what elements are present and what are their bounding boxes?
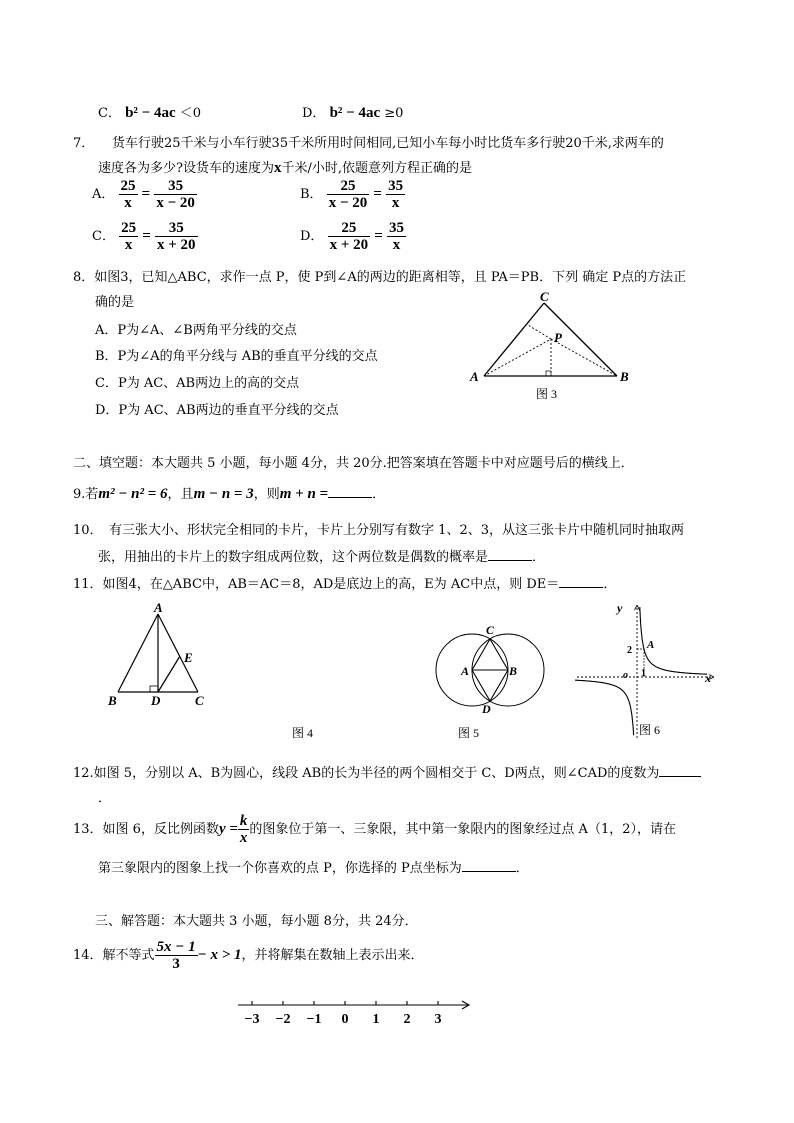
- q9-equation-3: m + n =: [279, 486, 329, 502]
- q7-option-d: D． $\frac{25}{x + 20}$ = $\frac{35}{x}$: [300, 220, 404, 253]
- denominator: x: [391, 195, 400, 211]
- q7-line2-text: 速度各为多少?设货车的速度为: [98, 161, 274, 176]
- answer-blank[interactable]: [328, 497, 372, 498]
- q11-text: 11．如图4，在△ABC中，AB＝AC＝8，AD是底边上的高，E为 AC中点，则 DE＝: [73, 577, 560, 592]
- q6-option-d: [302, 102, 403, 122]
- denominator: x: [239, 830, 248, 846]
- section-3-heading: 三、解答题：本大题共 3 小题，每小题 8分，共 24分．: [95, 914, 418, 929]
- option-expression: b² − 4ac: [125, 105, 176, 121]
- option-label: D．: [300, 229, 324, 244]
- figure-3: [464, 290, 644, 402]
- denominator: x − 20: [156, 195, 195, 211]
- option-label: C．: [92, 229, 115, 244]
- number-line: [232, 995, 477, 1030]
- perp-to-ac: [528, 325, 551, 339]
- label-c: C: [540, 290, 549, 304]
- tick-label: 0: [341, 1012, 349, 1027]
- answer-blank[interactable]: [659, 776, 701, 777]
- fraction-left: [328, 220, 371, 253]
- q9-prefix: 9.若: [73, 487, 99, 502]
- segment-bd: [490, 670, 508, 701]
- fraction-right: [154, 178, 197, 211]
- denominator: x: [124, 195, 132, 211]
- numerator: 35: [388, 178, 404, 194]
- answer-blank[interactable]: [462, 871, 516, 872]
- q8-option-a: A．P为∠A、∠B两角平分线的交点: [95, 323, 297, 338]
- q14-fraction: [155, 939, 198, 972]
- segment-de: [158, 656, 180, 692]
- q12-line2: ．: [98, 791, 112, 806]
- q7-variable: x: [273, 160, 282, 176]
- q9-equation-2: m − n = 3: [193, 486, 254, 502]
- q12-text: 12.如图 5，分别以 A、B为圆心，线段 AB的长为半径的两个圆相交于 C、D两点，则∠CAD的度数为: [73, 766, 660, 781]
- caption: 图 5: [458, 726, 480, 740]
- denominator: 3: [172, 956, 180, 972]
- q8-option-b: B．P为∠A的角平分线与 AB的垂直平分线的交点: [95, 349, 378, 364]
- q8-line2: 确的是: [95, 295, 135, 310]
- q7-line2-text-end: 千米/小时,依题意列方程正确的是: [281, 161, 472, 176]
- q10-line1: 10． 有三张大小、形状完全相同的卡片，卡片上分别写有数字 1、2、3，从这三张卡片中随机同时抽取两: [73, 523, 684, 538]
- fraction-right: [386, 178, 405, 211]
- q7-option-b: B． $\frac{25}{x - 20}$ = $\frac{35}{x}$: [300, 178, 404, 211]
- numerator: 35: [388, 220, 404, 236]
- caption: 图 6: [639, 723, 661, 737]
- q13-eq-lhs: y =: [218, 821, 238, 837]
- denominator: x + 20: [329, 237, 369, 253]
- label-c: C: [195, 693, 204, 708]
- denominator: x: [392, 237, 401, 253]
- answer-blank[interactable]: [559, 587, 603, 588]
- tick-2: 2: [627, 645, 632, 656]
- q8-option-c: C．P为 AC、AB两边上的高的交点: [95, 376, 300, 391]
- q11-suffix: ．: [603, 577, 617, 592]
- numerator: 25: [120, 178, 136, 194]
- tick-label: −2: [275, 1012, 291, 1027]
- side-ac: [484, 303, 544, 376]
- label-e: E: [184, 650, 193, 665]
- tick-label: −1: [306, 1012, 322, 1027]
- segment-ad: [472, 670, 490, 701]
- fraction-left: [327, 178, 370, 211]
- figure-5: [425, 620, 555, 745]
- label-a: A: [461, 664, 470, 678]
- q7-option-c: C． $\frac{25}{x}$ = $\frac{35}{x + 20}$: [92, 220, 196, 253]
- numerator: 25: [327, 178, 370, 195]
- curve-quadrant-3: [575, 680, 634, 736]
- q14-suffix: ，并将解集在数轴上表示出来．: [241, 948, 424, 963]
- q9: [73, 485, 385, 504]
- numerator: 25: [328, 220, 371, 237]
- q9-mid: ，且: [167, 487, 194, 502]
- q7-option-a: A． $\frac{25}{x}$ = $\frac{35}{x - 20}$: [92, 178, 195, 211]
- option-label: B．: [300, 187, 323, 202]
- segment-ac: [472, 639, 490, 670]
- fraction-right: [387, 220, 406, 253]
- numerator: 35: [154, 178, 197, 195]
- label-origin: o: [623, 670, 628, 681]
- line-ap: [484, 339, 551, 376]
- option-relation: ≥0: [384, 106, 404, 121]
- q8-option-d: D．P为 AC、AB两边的垂直平分线的交点: [95, 403, 339, 418]
- section-2-heading: 二、填空题：本大题共 5 小题，每小题 4分，共 20分.把答案填在答题卡中对应题号后的横线上．: [73, 456, 634, 471]
- tick-label: −3: [244, 1012, 260, 1027]
- figure-4: [100, 600, 330, 745]
- option-relation: ＜0: [179, 106, 202, 121]
- option-label: A．: [92, 187, 115, 202]
- label-b: B: [620, 369, 629, 384]
- option-label: D．: [302, 106, 326, 121]
- q12: [73, 765, 701, 783]
- q13-line1: [73, 812, 676, 846]
- label-y: y: [617, 601, 623, 615]
- tick-1: 1: [641, 668, 646, 679]
- q13-fraction: [238, 813, 250, 846]
- label-p: P: [554, 330, 562, 345]
- tick-label: 2: [403, 1012, 411, 1027]
- label-a: A: [470, 369, 479, 384]
- label-b: B: [108, 693, 117, 708]
- label-a: A: [647, 639, 655, 651]
- q14: [73, 937, 424, 973]
- denominator: x + 20: [156, 237, 196, 253]
- tick-label: 1: [372, 1012, 380, 1027]
- answer-blank[interactable]: [488, 560, 532, 561]
- q9-suffix: ．: [372, 487, 386, 502]
- denominator: x − 20: [328, 195, 368, 211]
- q13-suffix: ．: [515, 861, 529, 876]
- label-c: C: [486, 623, 495, 637]
- label-d: D: [482, 702, 491, 716]
- numerator: 5x − 1: [156, 939, 196, 955]
- q9-equation-1: m² − n² = 6: [98, 486, 168, 502]
- caption: 图 4: [292, 726, 314, 740]
- fraction-right: [155, 220, 198, 253]
- label-a: A: [154, 600, 163, 615]
- label-b: B: [509, 664, 518, 678]
- numerator: k: [239, 813, 248, 829]
- segment-bc: [490, 639, 508, 670]
- fraction-left: [119, 220, 138, 253]
- q8-line1: 8．如图3，已知△ABC，求作一点 P，使 P到∠A的两边的距离相等，且 PA＝PB．下列 确定 P点的方法正: [73, 270, 687, 285]
- q13-text-end: 的图象位于第一、三象限，其中第一象限内的图象经过点 A（1，2），请在: [249, 822, 676, 837]
- q10-line2: [98, 549, 545, 567]
- label-d: D: [151, 693, 161, 708]
- caption: 图 3: [536, 387, 558, 401]
- tick-label: 3: [434, 1012, 442, 1027]
- fraction-left: [119, 178, 138, 211]
- numerator: 35: [155, 220, 198, 237]
- option-label: C．: [98, 106, 121, 121]
- q6-option-c: [98, 102, 201, 122]
- q13-line2-text: 第三象限内的图象上找一个你喜欢的点 P，你选择的 P点坐标为: [98, 861, 462, 876]
- figure-6: [575, 598, 720, 743]
- q11: [73, 576, 616, 594]
- q7-number: 7．: [73, 136, 95, 151]
- side-ab: [118, 614, 158, 692]
- q7-line2: [98, 159, 472, 178]
- q9-mid2: ，则: [253, 487, 280, 502]
- q10-line2-text: 张，用抽出的卡片上的数字组成两位数，这个两位数是偶数的概率是: [98, 550, 489, 565]
- option-expression: b² − 4ac: [329, 105, 381, 121]
- q13-line2: [98, 860, 529, 878]
- q7-line1: 货车行驶25千米与小车行驶35千米所用时间相同,已知小车每小时比货车多行驶20千米,求两车的: [112, 136, 664, 151]
- q14-prefix: 14．解不等式: [73, 948, 155, 963]
- q13-text: 13．如图 6，反比例函数: [73, 822, 219, 837]
- label-x: x: [705, 671, 711, 685]
- q10-suffix: ．: [532, 550, 546, 565]
- q14-inequality-rest: − x > 1: [197, 947, 242, 963]
- numerator: 25: [121, 220, 137, 236]
- denominator: x: [124, 237, 133, 253]
